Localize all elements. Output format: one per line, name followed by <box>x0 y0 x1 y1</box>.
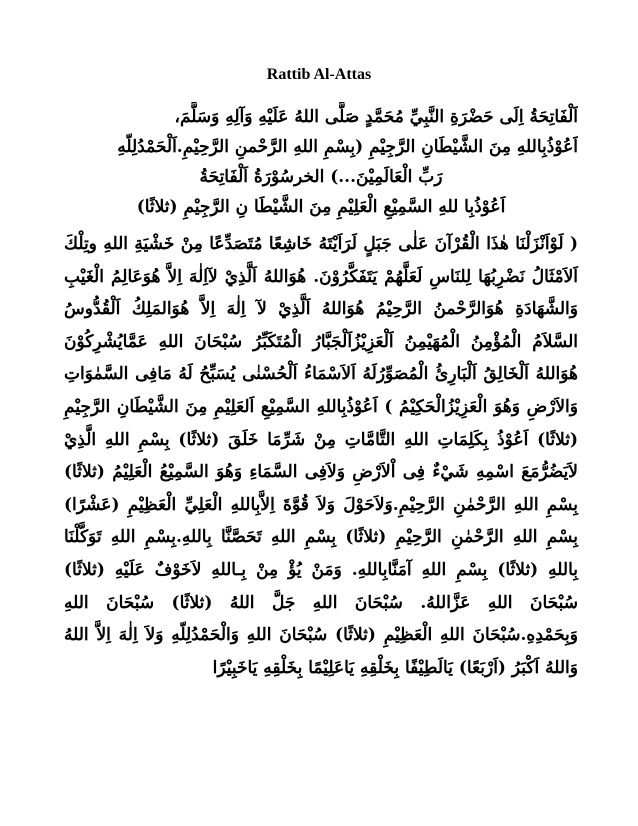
intro-paragraph <box>64 102 578 222</box>
document-body <box>64 102 578 684</box>
intro-line-1: اَلْفَاتِحَةُ اِلَى حَضْرَةِ النَّبِيِّ مُحَمَّدٍ صَلَّى اللهُ عَلَيْهِ وَآلِهِ وَسَلَّمَ، <box>174 107 578 127</box>
istiadha-line: اَعُوْذُبِا للهِ السَّمِيْعِ الْعَلِيْمِ مِنَ الشَّيْطَا نِ الرَّجِيْمِ (ثلاثًا) <box>136 197 506 217</box>
document-title: Rattib Al-Attas <box>266 66 372 83</box>
intro-line-2: اَعُوْذُبِاللهِ مِنَ الشَّيْطَانِ الرَّجِيْمِ (بِسْمِ اللهِ الرَّحْمنِ الرَّحِيْمِ.اَلْحَمْدُلِلّهِ <box>117 137 578 157</box>
ratib-text: ( لَوْاَنْزَلْنَا هٰذَا الْقُرْآنَ عَلٰى جَبَلٍ لَرَاَيْتَهُ خَاشِعًا مُتَصَدِّعًا مِنْ خَشْيَةِ اللهِ وتِلْكَ اَلاَمْثَالُ نَضْرِبُهَا لِلنَاسِ لَعَلَّهُمْ يَتَفَكَّرُوْنَ. هُوَاللهُ اَلَّذِيْ لآاِلٰهَ اِلاَّ هُوَعَالِمُ الْغَيْبِ وَالشَّهَادَةِ هُوَالرَّحْمنُ الرَّحِيْمُ هُوَاللهُ اَلَّذِيْ لآ اِلٰهَ اِلاَّ هُوَالمَلِكُ اَلْقُدُّوسُ السَّلاَمُ الْمُؤْمِنُ الْمُهَيْمِنُ اَلْعَزِيْزُاَلْجَبَّارُ الْمُتَكَبِّرُ سُبْحَانَ اللهِ عَمَّايُشْرِكُوْنَ هُوَاللهُ اَلْخَالِقُ اَلْبَارِئُ الْمُصَوِّرُلَهُ اَلاَسْمَاءُ اَلْحُسْنٰى يُسَبِّحُ لَهُ مَافِى السَّمٰوَاتِ وَالاَرْضِ وَهُوَ الْعَزِيْزُالْحَكِيْمُ ) اَعُوْذُبِاللهِ السَّمِيْعِ اَلعَلِيْمِ مِنَ الشَّيْطَانِ الرَّجِيْمِ (ثلاثًا) اَعُوْذُ بِكَلِمَاتِ اللهِ التَّامَّاتِ مِنْ شَرِّمَا خَلَقَ (ثلاثًا) بِسْمِ اللهِ الَّذِيْ لاَيَضُرُّمَعَ اسْمِهِ شَيْءٌ فِى اْلاَرْضِ وَلاَفِى السَّمَاءِ وَهُوَ السَّمِيْعُ الْعَلِيْمُ (ثلاثًا) بِسْمِ اللهِ الرَّحْمٰنِ الرَّحِيْمِ.وَلاَحَوْلَ وَلاَ قُوَّةَ اِلاَّبِاللهِ الْعَلِيِّ الْعَظِيْمِ (عَشْرًا) بِسْمِ اللهِ الرَّحْمٰنِ الرَّحِيْمِ (ثلاثًا) بِسْمِ اللهِ تَحَصَّنَّا بِاللهِ.بِسْمِ اللهِ تَوَكَّلْنَا بِاللهِ (ثلاثًا) بِسْمِ اللهِ آمَنَّابِاللهِ. وَمَنْ يُؤْ مِنْ بِـاللهِ لاَخَوْفٌ عَلَيْهِ (ثلاثًا) سُبْحَانَ اللهِ عَزَّاللهُ. سُبْحَانَ اللهِ جَلَّ اللهُ (ثلاثًا) سُبْحَانَ اللهِ وَبِحَمْدِهِ.سُبْحَانَ اللهِ الْعَظِيْمِ (ثلاثًا) سُبْحَانَ اللهِ وَالْحَمْدُلِلّهِ وَلاَ اِلٰهَ اِلاَّ اللهُ وَاللهُ اَكْبَرُ (اَرْبَعًا) يَالَطِيْفًا بِخَلْقِهِ يَاعَلِيْمًا بِخَلْقِهِ يَاخَبِيْرًا <box>64 234 578 678</box>
intro-line-3: رَبِّ الْعَالَمِيْنَ...) الخرسُوْرَةُ اَلْفَاتِحَةُ <box>199 167 443 187</box>
